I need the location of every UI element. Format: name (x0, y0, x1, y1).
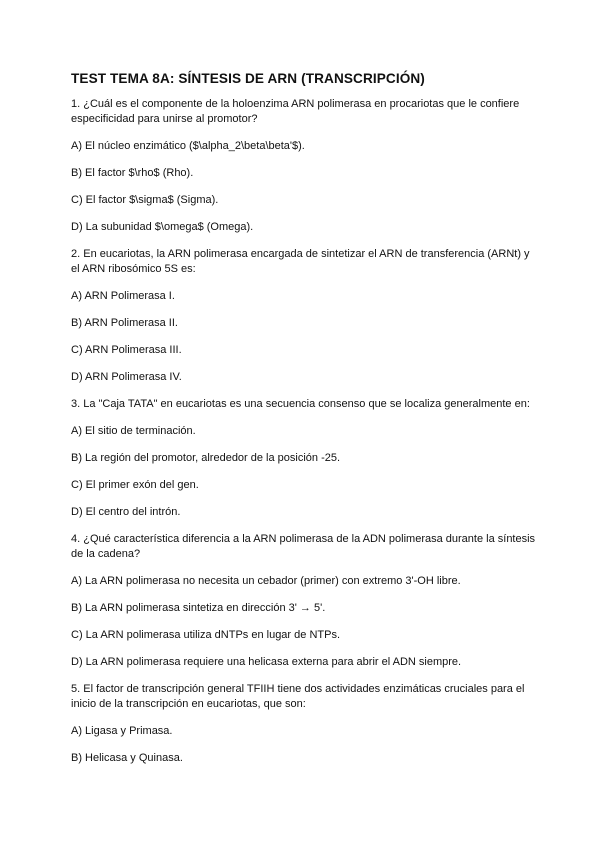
answer-option: B) La ARN polimerasa sintetiza en dirección 3' → 5'. (71, 602, 326, 614)
answer-option: D) La subunidad $\omega$ (Omega). (71, 221, 254, 233)
answer-option: A) El núcleo enzimático ($\alpha_2\beta\beta'$). (71, 140, 305, 152)
answer-option: A) ARN Polimerasa I. (71, 290, 175, 302)
question-block-4 (71, 532, 541, 670)
answer-option: A) La ARN polimerasa no necesita un cebador (primer) con extremo 3'-OH libre. (71, 575, 461, 587)
answer-option: B) ARN Polimerasa II. (71, 317, 178, 329)
answer-option: B) El factor $\rho$ (Rho). (71, 167, 194, 179)
question-block-5 (71, 682, 541, 766)
answer-option: B) La región del promotor, alrededor de la posición -25. (71, 452, 341, 464)
answer-option: D) ARN Polimerasa IV. (71, 371, 182, 383)
answer-option: A) El sitio de terminación. (71, 425, 196, 437)
answer-option: C) ARN Polimerasa III. (71, 344, 182, 356)
answer-option: C) El primer exón del gen. (71, 479, 199, 491)
question-text: 2. En eucariotas, la ARN polimerasa encargada de sintetizar el ARN de transferencia (ARNt) y el ARN ribosómico 5S es: (71, 248, 530, 275)
answer-option: C) La ARN polimerasa utiliza dNTPs en lugar de NTPs. (71, 629, 340, 641)
question-text: 3. La "Caja TATA" en eucariotas es una secuencia consenso que se localiza generalmente en: (71, 398, 530, 410)
answer-option: B) Helicasa y Quinasa. (71, 752, 183, 764)
question-block-3 (71, 397, 541, 520)
document-page (71, 70, 541, 778)
answer-option: C) El factor $\sigma$ (Sigma). (71, 194, 219, 206)
question-block-2 (71, 247, 541, 385)
question-block-1 (71, 97, 541, 235)
document-title: TEST TEMA 8A: SÍNTESIS DE ARN (TRANSCRIPCIÓN) (71, 71, 425, 86)
answer-option: D) El centro del intrón. (71, 506, 181, 518)
answer-option: A) Ligasa y Primasa. (71, 725, 173, 737)
question-text: 1. ¿Cuál es el componente de la holoenzima ARN polimerasa en procariotas que le confiere especificidad para unirse al promotor? (71, 98, 520, 125)
question-text: 4. ¿Qué característica diferencia a la ARN polimerasa de la ADN polimerasa durante la síntesis de la cadena? (71, 533, 536, 560)
answer-option: D) La ARN polimerasa requiere una helicasa externa para abrir el ADN siempre. (71, 656, 462, 668)
question-text: 5. El factor de transcripción general TFIIH tiene dos actividades enzimáticas cruciales para el inicio de la transcripción en eucariotas, que son: (71, 683, 525, 710)
